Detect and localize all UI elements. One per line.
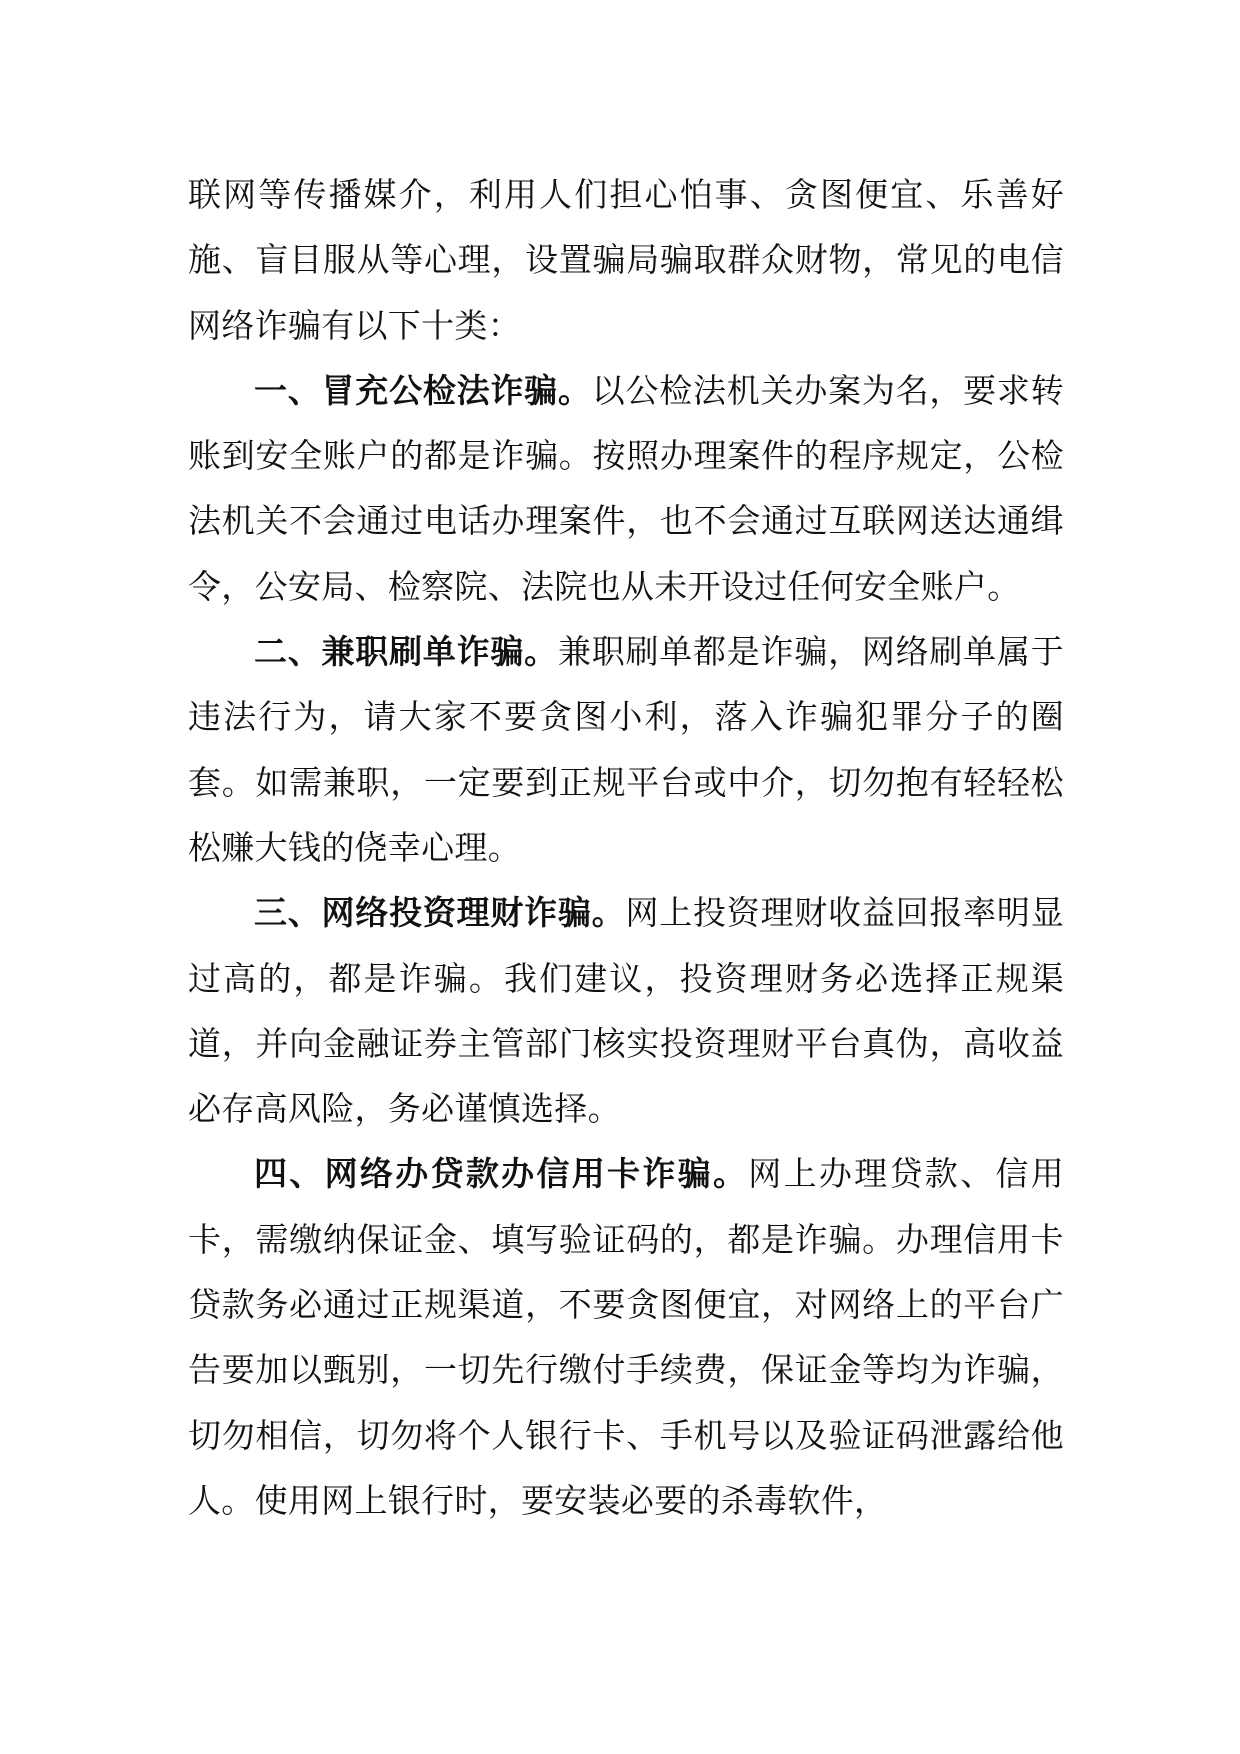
section-1-paragraph bbox=[188, 358, 1064, 619]
section-2-paragraph bbox=[188, 619, 1064, 880]
intro-paragraph bbox=[188, 162, 1064, 358]
section-2-text: 兼职刷单都是诈骗，网络刷单属于违法行为，请大家不要贪图小利，落入诈骗犯罪分子的圈套。如需兼职，一定要到正规平台或中介，切勿抱有轻轻松松赚大钱的侥幸心理。 bbox=[188, 632, 1065, 867]
section-1-heading: 一、冒充公检法诈骗。 bbox=[254, 370, 592, 410]
section-3-paragraph bbox=[188, 880, 1064, 1141]
document-body bbox=[188, 162, 1064, 1533]
section-3-heading: 三、网络投资理财诈骗。 bbox=[254, 893, 626, 933]
section-4-paragraph bbox=[188, 1141, 1064, 1533]
section-4-text: 网上办理贷款、信用卡，需缴纳保证金、填写验证码的，都是诈骗。办理信用卡贷款务必通过正规渠道，不要贪图便宜，对网络上的平台广告要加以甄别，一切先行缴付手续费，保证金等均为诈骗，切勿相信，切勿将个人银行卡、手机号以及验证码泄露给他人。使用网上银行时，要安装必要的杀毒软件， bbox=[188, 1154, 1064, 1520]
section-1-text: 以公检法机关办案为名，要求转账到安全账户的都是诈骗。按照办理案件的程序规定，公检法机关不会通过电话办理案件，也不会通过互联网送达通缉令，公安局、检察院、法院也从未开设过任何安全账户。 bbox=[188, 370, 1065, 606]
section-2-heading: 二、兼职刷单诈骗。 bbox=[254, 632, 558, 672]
paragraph-text: 联网等传播媒介，利用人们担心怕事、贪图便宜、乐善好施、盲目服从等心理，设置骗局骗取群众财物，常见的电信网络诈骗有以下十类： bbox=[188, 175, 1064, 345]
section-3-text: 网上投资理财收益回报率明显过高的，都是诈骗。我们建议，投资理财务必选择正规渠道，并向金融证券主管部门核实投资理财平台真伪，高收益必存高风险，务必谨慎选择。 bbox=[188, 893, 1064, 1129]
section-4-heading: 四、网络办贷款办信用卡诈骗。 bbox=[254, 1154, 749, 1194]
